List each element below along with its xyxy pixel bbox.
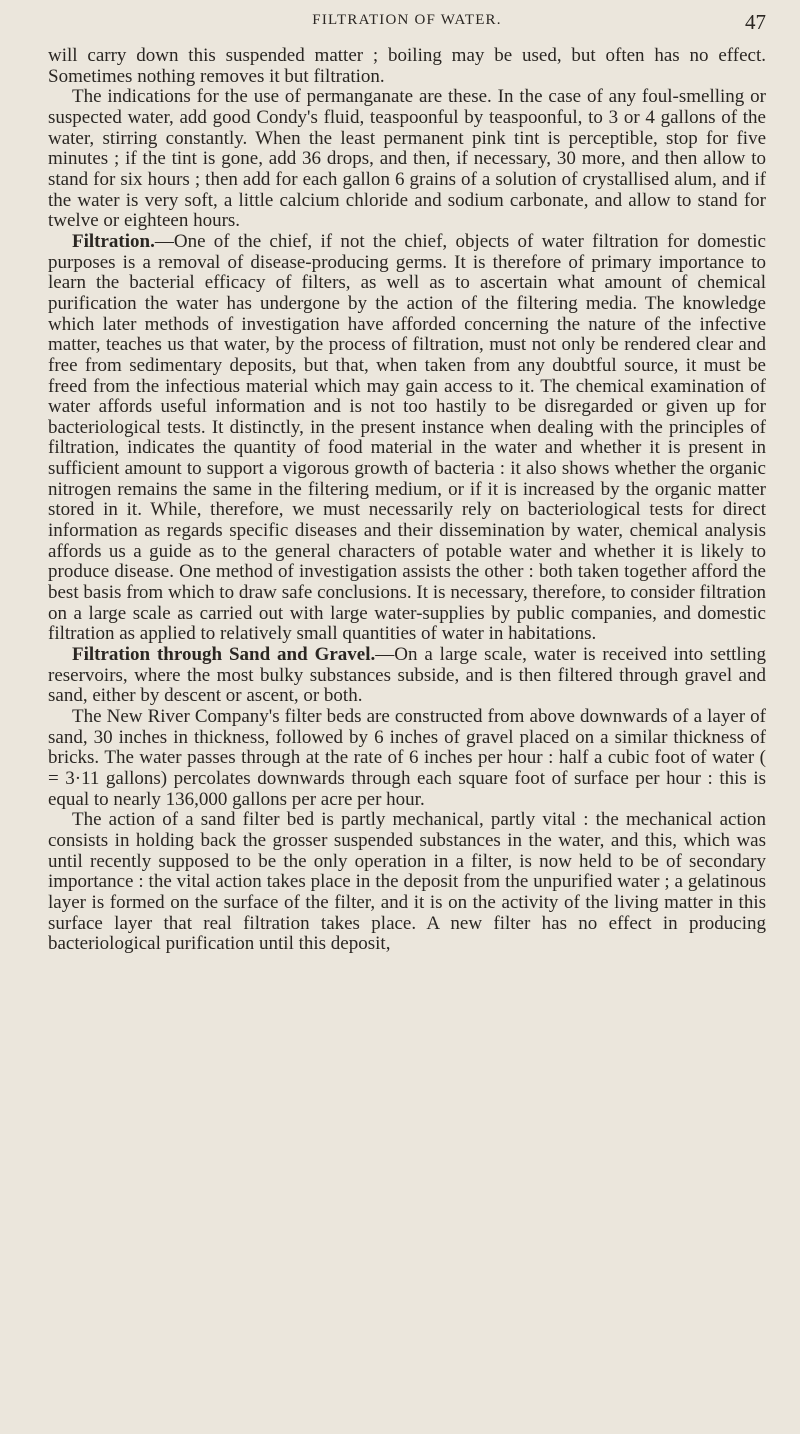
paragraph xyxy=(48,645,766,707)
section-heading: Filtration through Sand and Gravel. xyxy=(72,644,376,666)
paragraph xyxy=(48,87,766,232)
paragraph-text: —One of the chief, if not the chief, objects of water filtration for domestic purposes is a removal of disease-producing germs. It is therefore of primary importance to learn the bacterial efficacy of filters, as well as to ascertain what amount of chemical purification the water has undergone by the action of the filtering media. The knowledge which later methods of investigation have afforded concerning the nature of the infective matter, teaches us that water, by the process of filtration, must not only be rendered clear and free from sedimentary deposits, but that, when taken from any doubtful source, it must be freed from the infectious material which may gain access to it. The chemical examination of water affords useful information and is not too hastily to be disregarded or given up for bacteriological tests. It distinctly, in the present instance when dealing with the principles of filtration, indicates the quantity of food material in the water and whether it is present in sufficient amount to support a vigorous growth of bacteria : it also shows whether the organic nitrogen remains the same in the filtering medium, or if it is increased by the organic matter stored in it. While, therefore, we must necessarily rely on bacteriological tests for direct information as regards specific diseases and their dissemination by water, chemical analysis affords us a guide as to the general characters of potable water and whether it is likely to produce disease. One method of investigation assists the other : both taken together afford the best basis from which to draw safe conclusions. It is necessary, therefore, to consider filtration on a large scale as carried out with large water-supplies by public companies, and domestic filtration as applied to relatively small quantities of water in habitations. xyxy=(48,230,766,645)
paragraph xyxy=(48,232,766,645)
paragraph-text: The action of a sand filter bed is partly mechanical, partly vital : the mechanical action consists in holding back the grosser suspended substances in the water, and this, which was until recently supposed to be the only operation in a filter, is now held to be of secondary importance : the vital action takes place in the deposit from the unpurified water ; a gelatinous layer is formed on the surface of the filter, and it is on the activity of the living matter in this surface layer that real filtration takes place. A new filter has no effect in producing bacteriological purification until this deposit, xyxy=(48,809,766,955)
paragraph-text: —On a large scale, water is received into settling reservoirs, where the most bulky substances subside, and is then filtered through gravel and sand, either by descent or ascent, or both. xyxy=(48,644,766,707)
paragraph-text: will carry down this suspended matter ; boiling may be used, but often has no effect. Sometimes nothing removes it but filtration. xyxy=(48,45,766,87)
page-header xyxy=(48,6,766,46)
section-heading: Filtration. xyxy=(72,230,155,252)
paragraph xyxy=(48,810,766,955)
body-text xyxy=(48,46,766,955)
paragraph xyxy=(48,707,766,810)
paragraph-text: The New River Company's filter beds are constructed from above downwards of a layer of sand, 30 inches in thickness, followed by 6 inches of gravel placed on a similar thickness of bricks. The water passes through at the rate of 6 inches per hour : half a cubic foot of water ( = 3·11 gallons) percolates downwards through each square foot of surface per hour : this is equal to nearly 136,000 gallons per acre per hour. xyxy=(48,706,766,810)
running-title: FILTRATION OF WATER. xyxy=(312,12,502,28)
paragraph xyxy=(48,46,766,87)
page-number: 47 xyxy=(745,10,766,34)
paragraph-text: The indications for the use of permanganate are these. In the case of any foul-smelling or suspected water, add good Condy's fluid, teaspoonful by teaspoonful, to 3 or 4 gallons of the water, stirring constantly. When the least permanent pink tint is perceptible, stop for five minutes ; if the tint is gone, add 36 drops, and then, if necessary, 30 more, and then allow to stand for six hours ; then add for each gallon 6 grains of a solution of crystallised alum, and if the water is very soft, a little calcium chloride and sodium carbonate, and allow to stand for twelve or eighteen hours. xyxy=(48,86,766,232)
